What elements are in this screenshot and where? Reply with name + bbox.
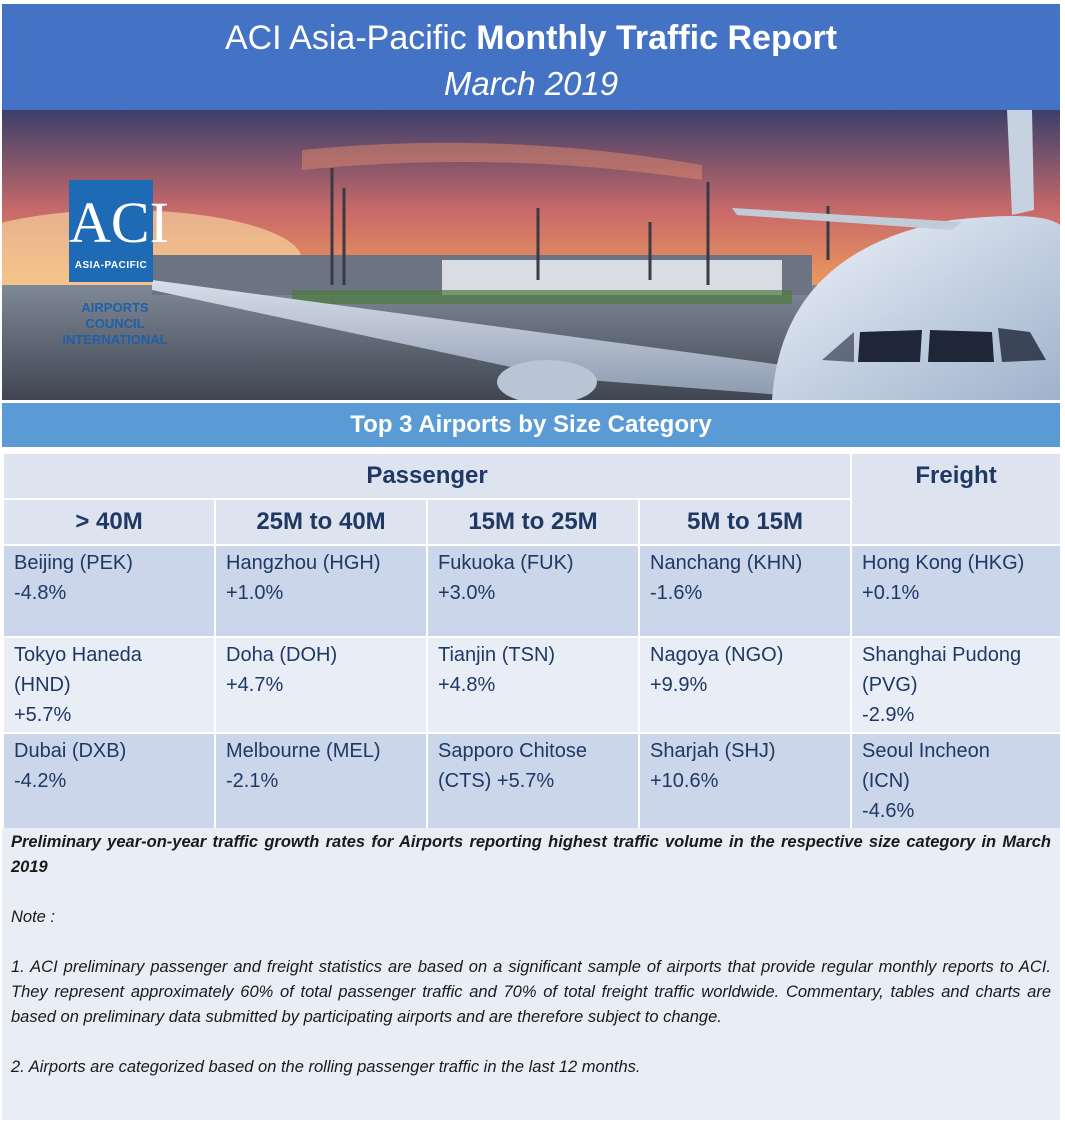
table-row	[3, 733, 1061, 829]
title-bold: Monthly Traffic Report	[476, 19, 838, 57]
notes-lead: Preliminary year-on-year traffic growth rates for Airports reporting highest traffic volume in the respective size category in March 2019	[11, 833, 1051, 876]
airport-name-with-growth	[438, 736, 628, 796]
airport-name: Beijing (PEK)	[14, 552, 133, 574]
logo-org-line2: INTERNATIONAL	[62, 332, 168, 347]
growth-rate: +3.0%	[438, 582, 496, 604]
logo-aci-text: ACI	[69, 190, 169, 255]
airport-cell	[639, 545, 851, 637]
col-header-over-40m: > 40M	[3, 499, 215, 545]
airport-name: Tokyo Haneda (HND)	[14, 644, 142, 696]
growth-rate: -2.1%	[226, 770, 279, 792]
growth-rate: -4.8%	[14, 582, 67, 604]
airport-cell	[215, 637, 427, 733]
airport-cell	[639, 733, 851, 829]
header-passenger: Passenger	[3, 453, 851, 499]
notes-panel	[2, 828, 1060, 1120]
airport-cell	[851, 545, 1061, 637]
report-subtitle: March 2019	[443, 65, 619, 102]
growth-rate: +4.7%	[226, 674, 284, 696]
growth-rate: -1.6%	[650, 582, 703, 604]
title-prefix: ACI Asia-Pacific	[224, 19, 467, 57]
airport-name: Seoul Incheon (ICN)	[862, 740, 990, 792]
airport-cell	[427, 637, 639, 733]
airport-name: Hangzhou (HGH)	[226, 552, 381, 574]
report-header	[2, 4, 1060, 110]
table-row	[3, 637, 1061, 733]
airport-name: Hong Kong (HKG)	[862, 552, 1025, 574]
airport-cell	[215, 733, 427, 829]
aci-logo-mark	[69, 180, 169, 282]
growth-rate: +0.1%	[862, 582, 920, 604]
col-header-25m-40m: 25M to 40M	[215, 499, 427, 545]
section-title: Top 3 Airports by Size Category	[2, 403, 1060, 447]
airport-name: Sapporo Chitose (CTS)	[438, 740, 587, 792]
airport-name: Sharjah (SHJ)	[650, 740, 776, 762]
logo-org-name	[55, 300, 175, 348]
airport-cell	[851, 733, 1061, 829]
airport-name: Tianjin (TSN)	[438, 644, 556, 666]
col-header-15m-25m: 15M to 25M	[427, 499, 639, 545]
airport-cell	[215, 545, 427, 637]
airport-cell	[427, 733, 639, 829]
grass-strip	[292, 290, 792, 304]
growth-rate: -4.2%	[14, 770, 67, 792]
notes-label: Note :	[11, 908, 56, 926]
col-header-5m-15m: 5M to 15M	[639, 499, 851, 545]
airport-name: Fukuoka (FUK)	[438, 552, 574, 574]
table-row	[3, 545, 1061, 637]
airport-cell	[639, 637, 851, 733]
airport-cell	[427, 545, 639, 637]
airport-name: Dubai (DXB)	[14, 740, 127, 762]
note-1: 1. ACI preliminary passenger and freight statistics are based on a significant sample of airports that provide regular monthly reports to ACI. They represent approximately 60% of total passenger traffic and 70% of total freight traffic worldwide. Commentary, tables and charts are based on preliminary data submitted by participating airports and are therefore subject to change.	[11, 958, 1051, 1026]
airport-name: Doha (DOH)	[226, 644, 338, 666]
report-title	[2, 18, 1060, 58]
header-freight: Freight	[851, 453, 1061, 545]
logo-org-line1: AIRPORTS COUNCIL	[81, 300, 149, 331]
airport-name: Shanghai Pudong (PVG)	[862, 644, 1022, 696]
growth-rate: +10.6%	[650, 770, 719, 792]
airport-name: Nanchang (KHN)	[650, 552, 803, 574]
top-airports-table	[2, 452, 1062, 830]
growth-rate: -2.9%	[862, 704, 915, 726]
airport-cell	[3, 637, 215, 733]
airport-name: Nagoya (NGO)	[650, 644, 784, 666]
airport-cell	[851, 637, 1061, 733]
growth-rate: -4.6%	[862, 800, 915, 822]
hangar	[442, 260, 782, 295]
growth-rate: +9.9%	[650, 674, 708, 696]
growth-rate: +5.7%	[14, 704, 72, 726]
aci-logo	[55, 180, 175, 347]
airport-cell	[3, 733, 215, 829]
airport-name: Melbourne (MEL)	[226, 740, 381, 762]
growth-rate: +5.7%	[496, 770, 555, 792]
airport-cell	[3, 545, 215, 637]
note-2: 2. Airports are categorized based on the rolling passenger traffic in the last 12 months.	[11, 1058, 641, 1076]
growth-rate: +4.8%	[438, 674, 496, 696]
logo-region: ASIA-PACIFIC	[74, 260, 148, 271]
growth-rate: +1.0%	[226, 582, 284, 604]
